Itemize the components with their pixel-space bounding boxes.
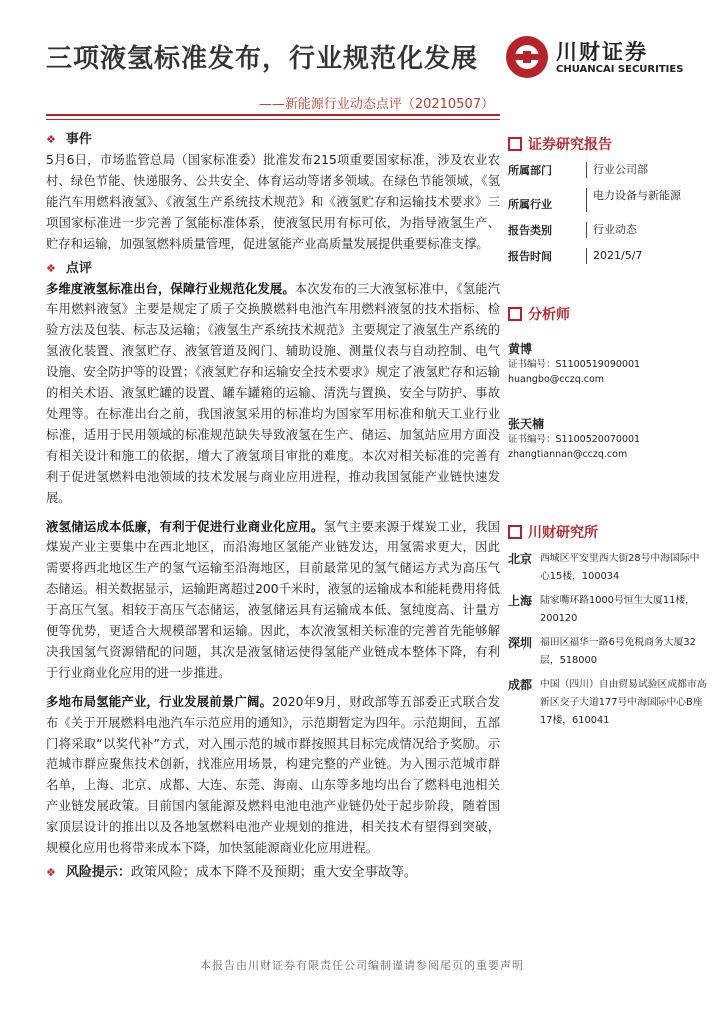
- header-divider: [46, 114, 500, 116]
- analyst-email[interactable]: huangbo@cczq.com: [508, 374, 605, 385]
- square-bullet-icon: [508, 525, 522, 539]
- event-paragraph: 5月6日，市场监管总局（国家标准委）批准发布215项重要国家标准，涉及农业农村、绿色节能、快递服务、公共安全、体育运动等诸多领域。在绿色节能领域，《氢能汽车用燃料液氢》、《液氢生产系统技术规范》和《液氢贮存和运输技术要求》三项国家标准进一步完善了氢能标准体系，使液氢民用有标可依，为指导液氢生产、贮存和运输，加强氢燃料质量管理，促进氢能产业高质量发展提供重要标准支撑。: [46, 153, 500, 251]
- risk-text: 政策风险；成本下降不及预期；重大安全事故等。: [130, 865, 417, 880]
- comment-p1-body: 本次发布的三大液氢标准中，《氢能汽车用燃料液氢》主要是规定了质子交换膜燃料电池汽车用燃料液氢的技术指标、检验方法及包装、标志及运输；《液氢生产系统技术规范》主要规定了液氢生产系统的氢液化装置、液氢贮存、液氢管道及阀门、辅助设施、测量仪表与自动控制、电气设施、安全防护等的设置；《液氢贮存和运输安全技术要求》规定了液氢贮存和运输的相关术语、液氢贮罐的设置、罐车罐箱的运输、清洗与置换、安全与防护、事故处理等。在标准出台之前，我国液氢采用的标准均为国家军用标准和航天工业行业标准，适用于民用领域的标准规范缺失导致液氢在生产、储运、加氢站应用方面没有相关设计和施工的依据，增大了液氢项目审批的难度。本次对相关标准的完善有利于促进氢燃料电池领域的技术发展与商业应用进程，推动我国氢能产业链快速发展。: [46, 281, 500, 505]
- sidebar: [508, 126, 708, 730]
- diamond-bullet-icon: ❖: [46, 866, 56, 879]
- office-row: 上海 陆家嘴环路1000号恒生大厦11楼，200120: [508, 594, 695, 624]
- comment-p2-lead: 液氢储运成本低廉，有利于促进行业商业化应用。: [46, 519, 324, 534]
- sidebar-heading-institute: 川财研究所: [508, 522, 708, 544]
- logo-en-text: CHUANCAI SECURITIES: [556, 64, 684, 75]
- info-row: 所属行业 电力设备与新能源: [508, 188, 708, 212]
- comment-paragraph-1: [46, 279, 500, 509]
- page-footer: 本报告由川财证券有限责任公司编制谨请参阅尾页的重要声明: [200, 959, 524, 972]
- analyst-card: 张天楠 证书编号：S1100520070001 zhangtiannan@cczq.com: [508, 415, 708, 462]
- comment-p3-lead: 多地布局氢能产业，行业发展前景广阔。: [46, 694, 273, 709]
- comment-paragraph-2: [46, 517, 500, 684]
- square-bullet-icon: [508, 137, 522, 151]
- office-row: 成都 中国（四川）自由贸易试验区成都市高新区交子大道177号中海国际中心B座17楼，610041: [508, 678, 707, 726]
- comment-p2-body: 氢气主要来源于煤炭工业，我国煤炭产业主要集中在西北地区，而沿海地区氢能产业链发达，用氢需求更大，因此需要将西北地区生产的氢气运输至沿海地区，目前最常见的氢气储运方式为高压气态储运。相关数据显示，运输距离超过200千米时，液氢的运输成本和能耗费用将低于高压气氢。相较于高压气态储运，液氢储运具有运输成本低、氢纯度高、计量方便等优势，更适合大规模部署和运输。因此，本次液氢相关标准的完善首先能够解决我国氢气资源错配的问题，其次是液氢储运使得氢能产业链成本整体下降，有利于行业商业化应用的进一步推进。: [46, 519, 500, 680]
- logo-cn-text: 川财证券: [556, 40, 648, 64]
- office-row: 深圳 福田区福华一路6号免税商务大厦32层，518000: [508, 636, 696, 666]
- header-divider-thin: [46, 119, 500, 120]
- analyst-email[interactable]: zhangtiannan@cczq.com: [508, 449, 628, 460]
- comment-p3-body: 2020年9月，财政部等五部委正式联合发布《关于开展燃料电池汽车示范应用的通知》，示范期暂定为四年。示范期间，五部门将采取“以奖代补”方式，对入围示范的城市群按照其目标完成情况给予奖励。示范城市群应聚焦技术创新，找准应用场景，构建完整的产业链。为入围示范城市群名单，上海、北京、成都、大连、东莞、海南、山东等多地均出台了燃料电池相关产业链发展政策。目前国内氢能源及燃料电池电池产业链仍处于起步阶段，随着国家顶层设计的推出以及各地氢燃料电池产业规划的推进，相关技术有望得到突破，规模化应用也将带来成本下降，加快氢能源商业化应用进程。: [46, 694, 500, 856]
- analyst-card: 黄博 证书编号：S1100519090001 huangbo@cczq.com: [508, 340, 708, 387]
- page-title: 三项液氢标准发布，行业规范化发展: [46, 44, 479, 74]
- info-row: 报告时间 2021/5/7: [508, 248, 708, 264]
- company-logo: [506, 36, 706, 78]
- office-row: 北京 西城区平安里西大街28号中海国际中心15楼，100034: [508, 552, 700, 582]
- sidebar-heading-report: 证券研究报告: [508, 134, 708, 156]
- comment-paragraph-3: [46, 692, 500, 859]
- diamond-bullet-icon: ❖: [46, 261, 56, 275]
- square-bullet-icon: [508, 307, 522, 321]
- comment-p1-lead: 多维度液氢标准出台，保障行业规范化发展。: [46, 281, 295, 296]
- sidebar-heading-analyst: 分析师: [508, 304, 708, 326]
- info-row: 报告类别 行业动态: [508, 222, 708, 238]
- logo-mark-icon: [506, 36, 548, 78]
- section-heading-risk: ❖ 风险提示：政策风险；成本下降不及预期；重大安全事故等。: [46, 865, 417, 880]
- info-row: 所属部门 行业公司部: [508, 162, 708, 178]
- section-heading-event: ❖ 事件: [46, 132, 92, 147]
- report-subtitle: ——新能源行业动态点评（20210507）: [258, 97, 494, 112]
- section-heading-comment: ❖ 点评: [46, 260, 92, 276]
- main-content: [46, 126, 500, 883]
- diamond-bullet-icon: ❖: [46, 133, 56, 146]
